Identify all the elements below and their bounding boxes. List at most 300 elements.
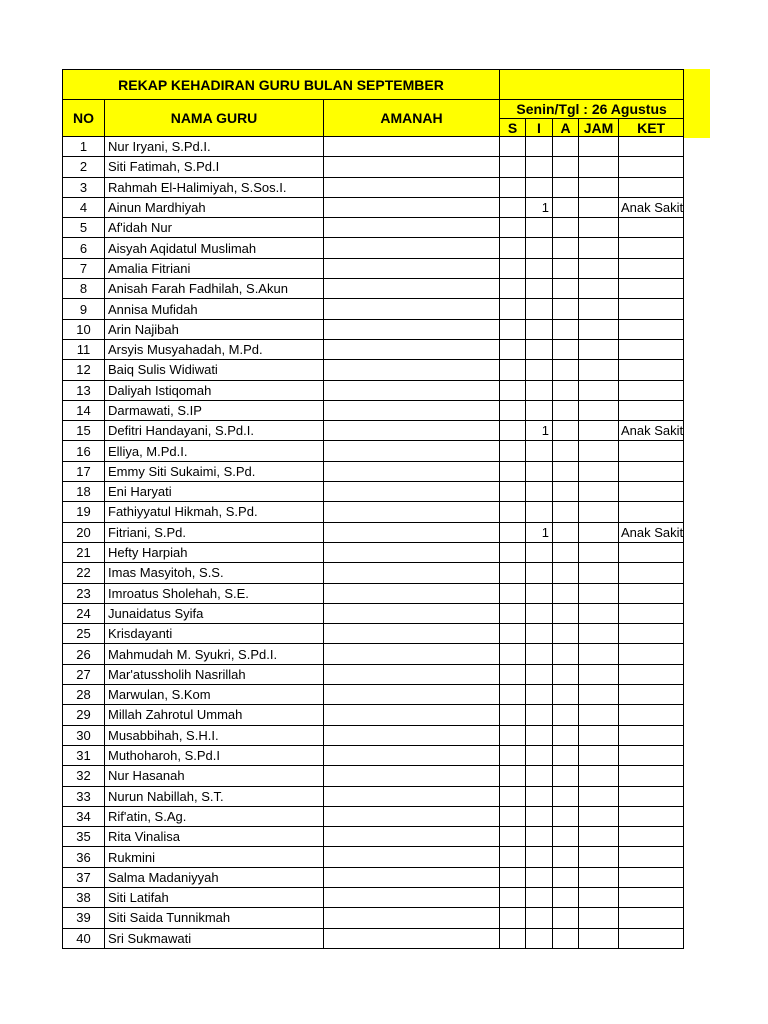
amanah-cell bbox=[324, 827, 500, 847]
ket-cell bbox=[619, 867, 684, 887]
teacher-name: Muthoharoh, S.Pd.I bbox=[105, 745, 324, 765]
amanah-cell bbox=[324, 908, 500, 928]
table-row bbox=[63, 197, 684, 217]
table-row bbox=[63, 603, 684, 623]
table-row bbox=[63, 664, 684, 684]
a-cell bbox=[553, 441, 579, 461]
table-row bbox=[63, 806, 684, 826]
i-cell bbox=[526, 542, 553, 562]
ket-cell bbox=[619, 339, 684, 359]
s-cell bbox=[500, 603, 526, 623]
row-number: 35 bbox=[63, 827, 105, 847]
s-cell bbox=[500, 644, 526, 664]
ket-cell bbox=[619, 137, 684, 157]
teacher-name: Rukmini bbox=[105, 847, 324, 867]
table-row bbox=[63, 725, 684, 745]
s-cell bbox=[500, 705, 526, 725]
s-cell bbox=[500, 766, 526, 786]
row-number: 14 bbox=[63, 400, 105, 420]
table-row bbox=[63, 238, 684, 258]
jam-cell bbox=[579, 177, 619, 197]
ket-cell bbox=[619, 299, 684, 319]
table-row bbox=[63, 928, 684, 948]
a-cell bbox=[553, 137, 579, 157]
i-cell bbox=[526, 461, 553, 481]
ket-cell bbox=[619, 157, 684, 177]
ket-cell bbox=[619, 542, 684, 562]
table-row bbox=[63, 177, 684, 197]
amanah-cell bbox=[324, 421, 500, 441]
table-row bbox=[63, 502, 684, 522]
table-row bbox=[63, 380, 684, 400]
amanah-cell bbox=[324, 624, 500, 644]
i-cell bbox=[526, 827, 553, 847]
i-cell bbox=[526, 603, 553, 623]
row-number: 34 bbox=[63, 806, 105, 826]
jam-cell bbox=[579, 928, 619, 948]
table-row bbox=[63, 339, 684, 359]
table-row bbox=[63, 441, 684, 461]
i-cell bbox=[526, 563, 553, 583]
amanah-cell bbox=[324, 137, 500, 157]
a-cell bbox=[553, 319, 579, 339]
ket-cell bbox=[619, 806, 684, 826]
a-cell bbox=[553, 806, 579, 826]
amanah-cell bbox=[324, 339, 500, 359]
s-cell bbox=[500, 786, 526, 806]
jam-cell bbox=[579, 827, 619, 847]
jam-cell bbox=[579, 887, 619, 907]
jam-cell bbox=[579, 461, 619, 481]
s-cell bbox=[500, 197, 526, 217]
ket-cell bbox=[619, 482, 684, 502]
ket-cell bbox=[619, 725, 684, 745]
amanah-cell bbox=[324, 258, 500, 278]
jam-cell bbox=[579, 279, 619, 299]
jam-cell bbox=[579, 380, 619, 400]
ket-cell bbox=[619, 847, 684, 867]
ket-cell bbox=[619, 258, 684, 278]
table-row bbox=[63, 137, 684, 157]
row-number: 21 bbox=[63, 542, 105, 562]
table-row bbox=[63, 705, 684, 725]
teacher-name: Annisa Mufidah bbox=[105, 299, 324, 319]
i-cell bbox=[526, 279, 553, 299]
teacher-name: Defitri Handayani, S.Pd.I. bbox=[105, 421, 324, 441]
a-cell bbox=[553, 887, 579, 907]
table-row bbox=[63, 583, 684, 603]
jam-cell bbox=[579, 400, 619, 420]
row-number: 9 bbox=[63, 299, 105, 319]
ket-cell bbox=[619, 238, 684, 258]
a-cell bbox=[553, 563, 579, 583]
row-number: 36 bbox=[63, 847, 105, 867]
amanah-cell bbox=[324, 725, 500, 745]
teacher-name: Krisdayanti bbox=[105, 624, 324, 644]
a-cell bbox=[553, 380, 579, 400]
row-number: 39 bbox=[63, 908, 105, 928]
a-cell bbox=[553, 461, 579, 481]
row-number: 27 bbox=[63, 664, 105, 684]
table-row bbox=[63, 624, 684, 644]
i-cell bbox=[526, 218, 553, 238]
row-number: 16 bbox=[63, 441, 105, 461]
amanah-cell bbox=[324, 705, 500, 725]
a-cell bbox=[553, 218, 579, 238]
a-cell bbox=[553, 177, 579, 197]
jam-cell bbox=[579, 725, 619, 745]
row-number: 15 bbox=[63, 421, 105, 441]
ket-cell bbox=[619, 400, 684, 420]
row-number: 23 bbox=[63, 583, 105, 603]
s-cell bbox=[500, 157, 526, 177]
row-number: 37 bbox=[63, 867, 105, 887]
jam-cell bbox=[579, 218, 619, 238]
row-number: 18 bbox=[63, 482, 105, 502]
amanah-cell bbox=[324, 887, 500, 907]
i-cell bbox=[526, 339, 553, 359]
i-cell bbox=[526, 806, 553, 826]
ket-cell bbox=[619, 360, 684, 380]
teacher-name: Nur Hasanah bbox=[105, 766, 324, 786]
ket-cell bbox=[619, 319, 684, 339]
amanah-cell bbox=[324, 279, 500, 299]
ket-cell bbox=[619, 827, 684, 847]
amanah-cell bbox=[324, 482, 500, 502]
s-cell bbox=[500, 624, 526, 644]
jam-cell bbox=[579, 786, 619, 806]
table-row bbox=[63, 563, 684, 583]
s-cell bbox=[500, 258, 526, 278]
ket-cell bbox=[619, 624, 684, 644]
amanah-cell bbox=[324, 583, 500, 603]
i-cell bbox=[526, 177, 553, 197]
amanah-cell bbox=[324, 664, 500, 684]
attendance-table bbox=[62, 69, 684, 949]
header-amanah: AMANAH bbox=[324, 100, 500, 137]
a-cell bbox=[553, 238, 579, 258]
s-cell bbox=[500, 319, 526, 339]
teacher-name: Millah Zahrotul Ummah bbox=[105, 705, 324, 725]
s-cell bbox=[500, 360, 526, 380]
s-cell bbox=[500, 928, 526, 948]
teacher-name: Elliya, M.Pd.I. bbox=[105, 441, 324, 461]
amanah-cell bbox=[324, 644, 500, 664]
ket-cell bbox=[619, 908, 684, 928]
a-cell bbox=[553, 502, 579, 522]
amanah-cell bbox=[324, 157, 500, 177]
header-name: NAMA GURU bbox=[105, 100, 324, 137]
title-row bbox=[63, 70, 684, 100]
amanah-cell bbox=[324, 400, 500, 420]
jam-cell bbox=[579, 360, 619, 380]
teacher-name: Marwulan, S.Kom bbox=[105, 685, 324, 705]
table-row bbox=[63, 827, 684, 847]
a-cell bbox=[553, 360, 579, 380]
jam-cell bbox=[579, 867, 619, 887]
row-number: 3 bbox=[63, 177, 105, 197]
row-number: 31 bbox=[63, 745, 105, 765]
header-no: NO bbox=[63, 100, 105, 137]
teacher-name: Sri Sukmawati bbox=[105, 928, 324, 948]
title-side-cell bbox=[500, 70, 684, 100]
i-cell bbox=[526, 867, 553, 887]
a-cell bbox=[553, 644, 579, 664]
table-row bbox=[63, 319, 684, 339]
amanah-cell bbox=[324, 603, 500, 623]
header-s: S bbox=[500, 119, 526, 137]
ket-cell bbox=[619, 745, 684, 765]
jam-cell bbox=[579, 157, 619, 177]
s-cell bbox=[500, 664, 526, 684]
a-cell bbox=[553, 867, 579, 887]
a-cell bbox=[553, 745, 579, 765]
amanah-cell bbox=[324, 542, 500, 562]
s-cell bbox=[500, 827, 526, 847]
s-cell bbox=[500, 137, 526, 157]
amanah-cell bbox=[324, 197, 500, 217]
row-number: 1 bbox=[63, 137, 105, 157]
table-row bbox=[63, 644, 684, 664]
i-cell bbox=[526, 319, 553, 339]
a-cell bbox=[553, 928, 579, 948]
s-cell bbox=[500, 806, 526, 826]
a-cell bbox=[553, 827, 579, 847]
amanah-cell bbox=[324, 786, 500, 806]
a-cell bbox=[553, 908, 579, 928]
ket-cell bbox=[619, 603, 684, 623]
teacher-name: Imroatus Sholehah, S.E. bbox=[105, 583, 324, 603]
ket-cell bbox=[619, 705, 684, 725]
teacher-name: Eni Haryati bbox=[105, 482, 324, 502]
a-cell bbox=[553, 624, 579, 644]
teacher-name: Fitriani, S.Pd. bbox=[105, 522, 324, 542]
teacher-name: Musabbihah, S.H.I. bbox=[105, 725, 324, 745]
i-cell bbox=[526, 583, 553, 603]
ket-cell bbox=[619, 664, 684, 684]
table-row bbox=[63, 847, 684, 867]
teacher-name: Rita Vinalisa bbox=[105, 827, 324, 847]
teacher-name: Arsyis Musyahadah, M.Pd. bbox=[105, 339, 324, 359]
i-cell bbox=[526, 725, 553, 745]
a-cell bbox=[553, 421, 579, 441]
jam-cell bbox=[579, 664, 619, 684]
s-cell bbox=[500, 238, 526, 258]
jam-cell bbox=[579, 806, 619, 826]
a-cell bbox=[553, 847, 579, 867]
teacher-name: Rahmah El-Halimiyah, S.Sos.I. bbox=[105, 177, 324, 197]
s-cell bbox=[500, 461, 526, 481]
i-cell bbox=[526, 441, 553, 461]
s-cell bbox=[500, 218, 526, 238]
jam-cell bbox=[579, 542, 619, 562]
row-number: 32 bbox=[63, 766, 105, 786]
amanah-cell bbox=[324, 502, 500, 522]
table-row bbox=[63, 258, 684, 278]
i-cell bbox=[526, 502, 553, 522]
s-cell bbox=[500, 339, 526, 359]
table-row bbox=[63, 887, 684, 907]
amanah-cell bbox=[324, 847, 500, 867]
row-number: 5 bbox=[63, 218, 105, 238]
table-row bbox=[63, 157, 684, 177]
i-cell bbox=[526, 400, 553, 420]
jam-cell bbox=[579, 197, 619, 217]
a-cell bbox=[553, 705, 579, 725]
row-number: 33 bbox=[63, 786, 105, 806]
a-cell bbox=[553, 725, 579, 745]
i-cell bbox=[526, 644, 553, 664]
s-cell bbox=[500, 482, 526, 502]
row-number: 2 bbox=[63, 157, 105, 177]
s-cell bbox=[500, 887, 526, 907]
jam-cell bbox=[579, 766, 619, 786]
a-cell bbox=[553, 482, 579, 502]
jam-cell bbox=[579, 685, 619, 705]
a-cell bbox=[553, 299, 579, 319]
s-cell bbox=[500, 908, 526, 928]
ket-cell bbox=[619, 928, 684, 948]
row-number: 20 bbox=[63, 522, 105, 542]
s-cell bbox=[500, 441, 526, 461]
jam-cell bbox=[579, 705, 619, 725]
amanah-cell bbox=[324, 806, 500, 826]
row-number: 17 bbox=[63, 461, 105, 481]
amanah-cell bbox=[324, 238, 500, 258]
ket-cell bbox=[619, 563, 684, 583]
table-row bbox=[63, 421, 684, 441]
jam-cell bbox=[579, 847, 619, 867]
i-cell bbox=[526, 360, 553, 380]
i-cell bbox=[526, 624, 553, 644]
row-number: 11 bbox=[63, 339, 105, 359]
s-cell bbox=[500, 745, 526, 765]
teacher-name: Daliyah Istiqomah bbox=[105, 380, 324, 400]
teacher-name: Siti Fatimah, S.Pd.I bbox=[105, 157, 324, 177]
teacher-name: Amalia Fitriani bbox=[105, 258, 324, 278]
teacher-name: Rif'atin, S.Ag. bbox=[105, 806, 324, 826]
i-cell: 1 bbox=[526, 522, 553, 542]
teacher-name: Siti Saida Tunnikmah bbox=[105, 908, 324, 928]
a-cell bbox=[553, 279, 579, 299]
i-cell bbox=[526, 928, 553, 948]
i-cell bbox=[526, 299, 553, 319]
a-cell bbox=[553, 603, 579, 623]
i-cell bbox=[526, 705, 553, 725]
row-number: 22 bbox=[63, 563, 105, 583]
row-number: 6 bbox=[63, 238, 105, 258]
ket-cell bbox=[619, 766, 684, 786]
s-cell bbox=[500, 522, 526, 542]
i-cell bbox=[526, 157, 553, 177]
jam-cell bbox=[579, 624, 619, 644]
a-cell bbox=[553, 542, 579, 562]
table-row bbox=[63, 685, 684, 705]
jam-cell bbox=[579, 441, 619, 461]
s-cell bbox=[500, 421, 526, 441]
s-cell bbox=[500, 177, 526, 197]
i-cell: 1 bbox=[526, 421, 553, 441]
s-cell bbox=[500, 725, 526, 745]
ket-cell: Anak Sakit bbox=[619, 421, 684, 441]
amanah-cell bbox=[324, 928, 500, 948]
i-cell bbox=[526, 908, 553, 928]
table-row bbox=[63, 299, 684, 319]
row-number: 19 bbox=[63, 502, 105, 522]
teacher-name: Anisah Farah Fadhilah, S.Akun bbox=[105, 279, 324, 299]
table-row bbox=[63, 786, 684, 806]
table-row bbox=[63, 745, 684, 765]
row-number: 28 bbox=[63, 685, 105, 705]
teacher-name: Siti Latifah bbox=[105, 887, 324, 907]
amanah-cell bbox=[324, 177, 500, 197]
amanah-cell bbox=[324, 299, 500, 319]
i-cell bbox=[526, 258, 553, 278]
teacher-name: Darmawati, S.IP bbox=[105, 400, 324, 420]
row-number: 10 bbox=[63, 319, 105, 339]
teacher-name: Arin Najibah bbox=[105, 319, 324, 339]
teacher-name: Ainun Mardhiyah bbox=[105, 197, 324, 217]
row-number: 38 bbox=[63, 887, 105, 907]
s-cell bbox=[500, 867, 526, 887]
i-cell bbox=[526, 482, 553, 502]
ket-cell bbox=[619, 218, 684, 238]
i-cell bbox=[526, 887, 553, 907]
teacher-name: Mar'atussholih Nasrillah bbox=[105, 664, 324, 684]
attendance-sheet bbox=[62, 69, 684, 949]
i-cell: 1 bbox=[526, 197, 553, 217]
teacher-name: Nur Iryani, S.Pd.I. bbox=[105, 137, 324, 157]
table-row bbox=[63, 461, 684, 481]
header-i: I bbox=[526, 119, 553, 137]
teacher-name: Emmy Siti Sukaimi, S.Pd. bbox=[105, 461, 324, 481]
table-row bbox=[63, 766, 684, 786]
teacher-name: Junaidatus Syifa bbox=[105, 603, 324, 623]
row-number: 29 bbox=[63, 705, 105, 725]
table-row bbox=[63, 522, 684, 542]
amanah-cell bbox=[324, 563, 500, 583]
table-row bbox=[63, 542, 684, 562]
i-cell bbox=[526, 766, 553, 786]
jam-cell bbox=[579, 299, 619, 319]
ket-cell bbox=[619, 177, 684, 197]
s-cell bbox=[500, 542, 526, 562]
ket-cell bbox=[619, 380, 684, 400]
jam-cell bbox=[579, 522, 619, 542]
s-cell bbox=[500, 563, 526, 583]
jam-cell bbox=[579, 238, 619, 258]
i-cell bbox=[526, 238, 553, 258]
teacher-name: Salma Madaniyyah bbox=[105, 867, 324, 887]
a-cell bbox=[553, 157, 579, 177]
jam-cell bbox=[579, 421, 619, 441]
a-cell bbox=[553, 786, 579, 806]
table-row bbox=[63, 908, 684, 928]
a-cell bbox=[553, 197, 579, 217]
ket-cell bbox=[619, 887, 684, 907]
teacher-name: Aisyah Aqidatul Muslimah bbox=[105, 238, 324, 258]
ket-cell bbox=[619, 786, 684, 806]
i-cell bbox=[526, 380, 553, 400]
amanah-cell bbox=[324, 441, 500, 461]
i-cell bbox=[526, 847, 553, 867]
s-cell bbox=[500, 685, 526, 705]
teacher-name: Nurun Nabillah, S.T. bbox=[105, 786, 324, 806]
table-row bbox=[63, 279, 684, 299]
jam-cell bbox=[579, 603, 619, 623]
a-cell bbox=[553, 522, 579, 542]
amanah-cell bbox=[324, 319, 500, 339]
